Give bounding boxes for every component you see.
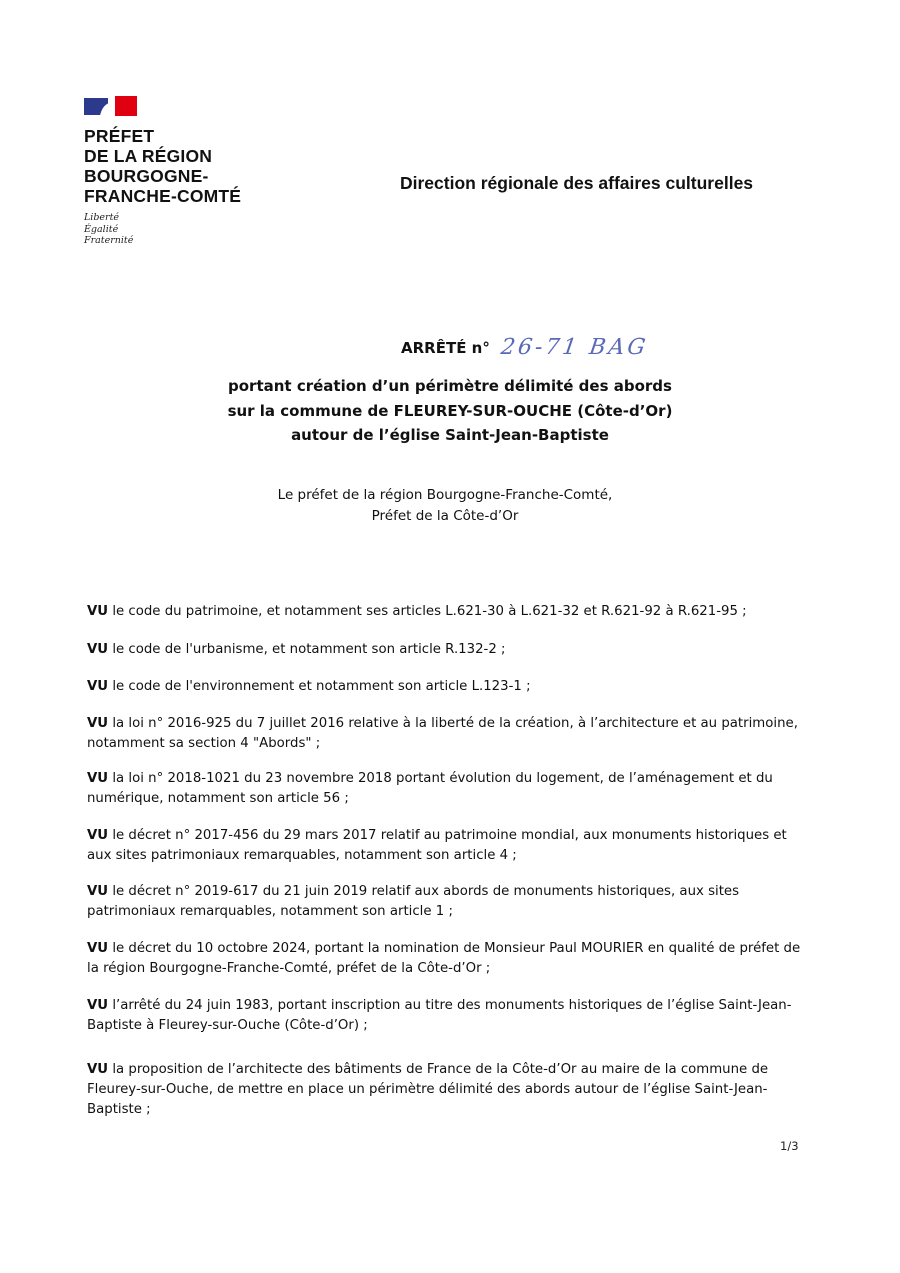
issuer-block xyxy=(220,485,670,526)
org-line: FRANCHE-COMTÉ xyxy=(84,186,242,206)
visa-text: le décret n° 2019-617 du 21 juin 2019 relatif aux abords de monuments historiques, aux sites patrimoniaux remarquables, notamment son article 1 ; xyxy=(87,884,740,919)
motto-line: Égalité xyxy=(84,223,119,235)
visa-text: la proposition de l’architecte des bâtiments de France de la Côte-d’Or au maire de la commune de Fleurey-sur-Ouche, de mettre en place un périmètre délimité des abords autour de l’église Saint-Jean-Baptiste ; xyxy=(87,1062,769,1117)
visa-keyword: VU xyxy=(87,1062,109,1077)
visa-text: le code de l'urbanisme, et notamment son article R.132-2 ; xyxy=(108,642,506,657)
visa-keyword: VU xyxy=(87,771,109,786)
subject-line: portant création d’un périmètre délimité des abords xyxy=(228,377,672,395)
visa-keyword: VU xyxy=(87,642,109,657)
visa-paragraph xyxy=(87,602,805,622)
issuer-line: Préfet de la Côte-d’Or xyxy=(371,507,519,524)
visa-paragraph xyxy=(87,1060,805,1120)
visa-text: la loi n° 2018-1021 du 23 novembre 2018 portant évolution du logement, de l’aménagement et du numérique, notamment son article 56 ; xyxy=(87,771,773,806)
department-heading: Direction régionale des affaires culturelles xyxy=(400,173,754,193)
visa-text: le décret n° 2017-456 du 29 mars 2017 relatif au patrimoine mondial, aux monuments historiques et aux sites patrimoniaux remarquables, notamment son article 4 ; xyxy=(87,828,787,863)
visa-keyword: VU xyxy=(87,884,109,899)
visa-text: la loi n° 2016-925 du 7 juillet 2016 relative à la liberté de la création, à l’architecture et au patrimoine, notamment sa section 4 "Abords" ; xyxy=(87,716,798,751)
page-number: 1/3 xyxy=(780,1139,799,1153)
visa-keyword: VU xyxy=(87,716,109,731)
visa-keyword: VU xyxy=(87,604,109,619)
visa-keyword: VU xyxy=(87,998,109,1013)
arrete-heading xyxy=(401,335,648,365)
org-line: PRÉFET xyxy=(84,126,155,146)
arrete-subject xyxy=(200,374,700,448)
motto-line: Fraternité xyxy=(84,235,134,246)
visa-paragraph xyxy=(87,939,805,979)
visa-paragraph xyxy=(87,996,805,1036)
org-line: DE LA RÉGION xyxy=(84,146,213,166)
visa-text: l’arrêté du 24 juin 1983, portant inscription au titre des monuments historiques de l’église Saint-Jean-Baptiste à Fleurey-sur-Ouche (Côte-d’Or) ; xyxy=(87,998,792,1033)
visa-paragraph xyxy=(87,769,805,809)
visa-keyword: VU xyxy=(87,679,109,694)
visa-keyword: VU xyxy=(87,941,109,956)
visa-text: le code du patrimoine, et notamment ses articles L.621-30 à L.621-32 et R.621-92 à R.621-95 ; xyxy=(108,604,747,619)
visa-paragraph xyxy=(87,677,805,697)
subject-line: sur la commune de FLEUREY-SUR-OUCHE (Côte-d’Or) xyxy=(227,401,673,420)
visa-text: le décret du 10 octobre 2024, portant la nomination de Monsieur Paul MOURIER en qualité de préfet de la région Bourgogne-Franche-Comté, préfet de la Côte-d’Or ; xyxy=(87,941,801,976)
visa-paragraph xyxy=(87,826,805,866)
visa-paragraph xyxy=(87,714,805,754)
org-line: BOURGOGNE- xyxy=(84,166,209,186)
french-flag-marianne-icon xyxy=(84,96,138,118)
visa-paragraph xyxy=(87,640,805,660)
republic-motto xyxy=(84,212,284,247)
prefecture-logo xyxy=(84,96,284,247)
arrete-label: ARRÊTÉ n° xyxy=(401,338,490,357)
arrete-number-handwritten: 26-71 BAG xyxy=(499,335,650,360)
visa-paragraph xyxy=(87,882,805,922)
visa-keyword: VU xyxy=(87,828,109,843)
prefecture-name xyxy=(84,126,284,206)
subject-line: autour de l’église Saint-Jean-Baptiste xyxy=(291,426,609,444)
visa-text: le code de l'environnement et notamment son article L.123-1 ; xyxy=(108,679,531,694)
motto-line: Liberté xyxy=(84,212,120,223)
issuer-line: Le préfet de la région Bourgogne-Franche-Comté, xyxy=(277,487,613,503)
